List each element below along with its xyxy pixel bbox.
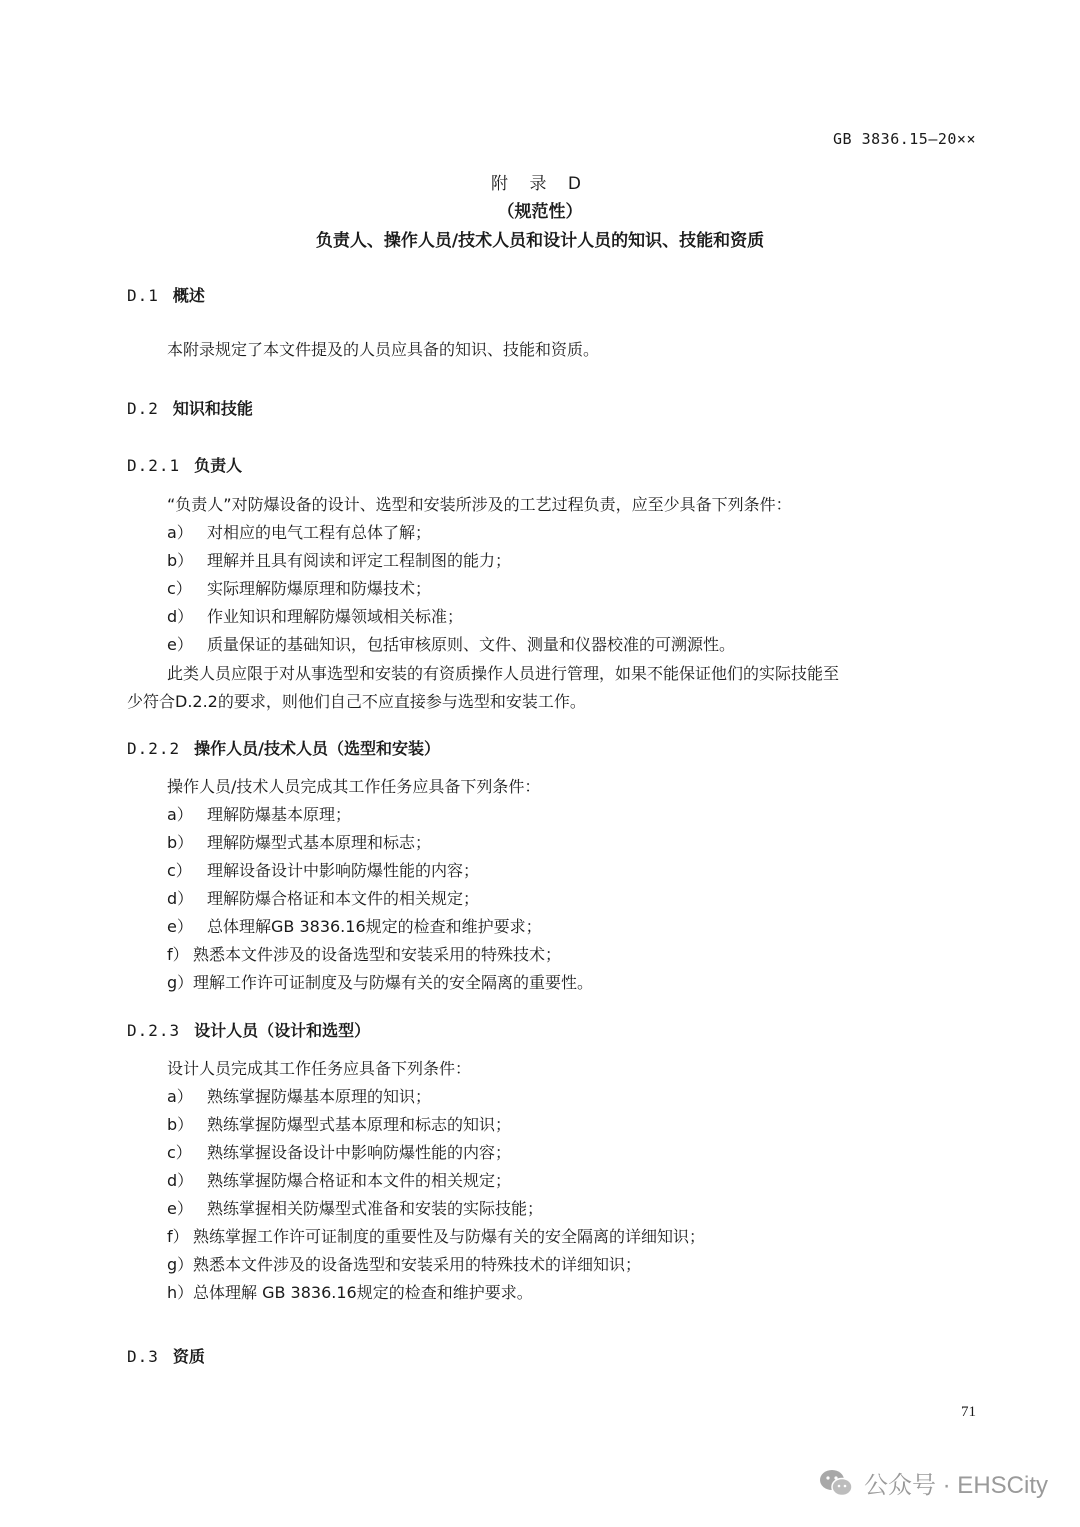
section-heading-d2: [127, 396, 253, 419]
paragraph: 设计人员完成其工作任务应具备下列条件：: [167, 1059, 472, 1078]
appendix-subtitle: 负责人、操作人员/技术人员和设计人员的知识、技能和资质: [315, 231, 765, 251]
paragraph: 此类人员应限于对从事选型和安装的有资质操作人员进行管理，如果不能保证他们的实际技能至: [167, 664, 840, 683]
list-item: g）熟悉本文件涉及的设备选型和安装采用的特殊技术的详细知识；: [167, 1255, 642, 1274]
paragraph: 本附录规定了本文件提及的人员应具备的知识、技能和资质。: [167, 340, 600, 359]
list-item: f） 熟练掌握工作许可证制度的重要性及与防爆有关的安全隔离的详细知识；: [167, 1227, 706, 1246]
list-item: g）理解工作许可证制度及与防爆有关的安全隔离的重要性。: [167, 973, 594, 992]
section-number: D.1: [127, 286, 159, 305]
watermark: [818, 1465, 1048, 1500]
paragraph: “负责人”对防爆设备的设计、选型和安装所涉及的工艺过程负责，应至少具备下列条件：: [167, 495, 792, 514]
list-item: c） 实际理解防爆原理和防爆技术；: [167, 579, 432, 598]
section-title: 负责人: [194, 456, 243, 475]
appendix-title: 附 录 D: [491, 174, 589, 194]
section-heading-d22: [127, 736, 440, 759]
page-number: 71: [961, 1404, 976, 1420]
list-item: c） 理解设备设计中影响防爆性能的内容；: [167, 861, 480, 880]
section-title: 资质: [172, 1347, 205, 1366]
list-item: a） 熟练掌握防爆基本原理的知识；: [167, 1087, 432, 1106]
list-item: f） 熟悉本文件涉及的设备选型和安装采用的特殊技术；: [167, 945, 562, 964]
list-item: e） 总体理解GB 3836.16规定的检查和维护要求；: [167, 917, 542, 936]
list-item: e） 质量保证的基础知识，包括审核原则、文件、测量和仪器校准的可溯源性。: [167, 635, 736, 654]
standard-code: GB 3836.15—20××: [833, 130, 976, 148]
section-number: D.3: [127, 1347, 159, 1366]
section-title: 概述: [172, 286, 205, 305]
section-heading-d3: [127, 1344, 205, 1367]
section-title: 操作人员/技术人员（选型和安装）: [194, 739, 441, 758]
list-item: c） 熟练掌握设备设计中影响防爆性能的内容；: [167, 1143, 512, 1162]
list-item: b） 熟练掌握防爆型式基本原理和标志的知识；: [167, 1115, 512, 1134]
list-item: d） 熟练掌握防爆合格证和本文件的相关规定；: [167, 1171, 512, 1190]
list-item: h）总体理解 GB 3836.16规定的检查和维护要求。: [167, 1283, 533, 1302]
list-item: a） 对相应的电气工程有总体了解；: [167, 523, 432, 542]
section-number: D.2.3: [127, 1021, 181, 1040]
section-heading-d1: [127, 283, 205, 306]
wechat-icon: [818, 1467, 854, 1499]
list-item: d） 作业知识和理解防爆领域相关标准；: [167, 607, 464, 626]
section-number: D.2: [127, 399, 159, 418]
list-item: d） 理解防爆合格证和本文件的相关规定；: [167, 889, 480, 908]
list-item: a） 理解防爆基本原理；: [167, 805, 352, 824]
list-item: b） 理解防爆型式基本原理和标志；: [167, 833, 432, 852]
section-number: D.2.2: [127, 739, 181, 758]
paragraph: 操作人员/技术人员完成其工作任务应具备下列条件：: [167, 777, 541, 796]
watermark-text: 公众号 · EHSCity: [863, 1472, 1048, 1499]
list-item: b） 理解并且具有阅读和评定工程制图的能力；: [167, 551, 512, 570]
section-title: 知识和技能: [172, 399, 253, 418]
appendix-type: （规范性）: [497, 202, 583, 222]
section-number: D.2.1: [127, 456, 181, 475]
paragraph: 少符合D.2.2的要求，则他们自己不应直接参与选型和安装工作。: [127, 692, 586, 711]
section-heading-d21: [127, 453, 242, 476]
section-title: 设计人员（设计和选型）: [194, 1021, 371, 1040]
list-item: e） 熟练掌握相关防爆型式准备和安装的实际技能；: [167, 1199, 544, 1218]
section-heading-d23: [127, 1018, 370, 1041]
